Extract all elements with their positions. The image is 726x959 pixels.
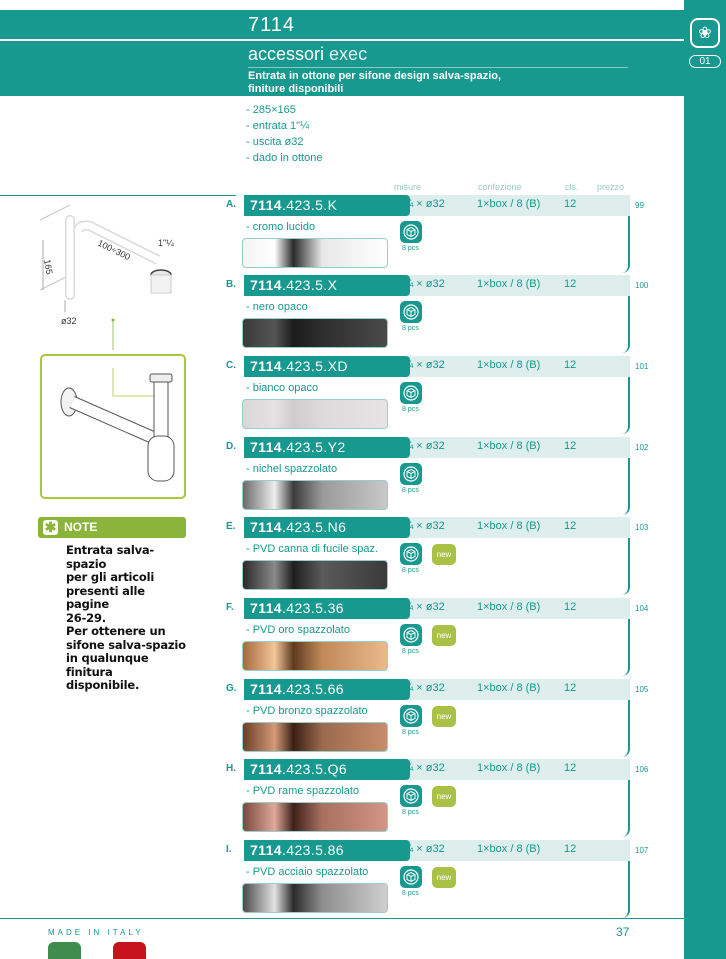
price-page-ref: 104 bbox=[635, 604, 649, 613]
pieces-per-box: 8 pcs bbox=[402, 890, 419, 897]
column-header-misure: misure bbox=[394, 182, 422, 192]
article-code bbox=[244, 356, 410, 377]
note-body bbox=[66, 544, 191, 693]
note-line: 26-29. bbox=[66, 610, 106, 625]
finish-swatch bbox=[242, 722, 388, 752]
article-size: 1"¼ × ø32 bbox=[394, 682, 445, 694]
finish-name: - PVD rame spazzolato bbox=[246, 785, 360, 797]
article-code-family: 7114 bbox=[250, 519, 282, 535]
pieces-per-box: 8 pcs bbox=[402, 245, 419, 252]
made-in-italy-label: MADE IN ITALY bbox=[48, 928, 144, 937]
pieces-per-box: 8 pcs bbox=[402, 567, 419, 574]
article-class: 12 bbox=[564, 682, 577, 694]
note-header bbox=[38, 517, 186, 538]
article-class: 12 bbox=[564, 198, 577, 210]
article-class: 12 bbox=[564, 601, 577, 613]
article-size: 1"¼ × ø32 bbox=[394, 843, 445, 855]
pieces-per-box: 8 pcs bbox=[402, 325, 419, 332]
row-letter: E. bbox=[226, 521, 236, 532]
product-row bbox=[224, 840, 649, 920]
price-page-ref: 102 bbox=[635, 443, 649, 452]
note-line: presenti alle pagine bbox=[66, 583, 145, 611]
article-packaging: 1×box / 8 (B) bbox=[477, 359, 541, 371]
column-header-confezione: confezione bbox=[478, 182, 522, 192]
article-packaging: 1×box / 8 (B) bbox=[477, 198, 541, 210]
article-code bbox=[244, 275, 410, 296]
article-code bbox=[244, 840, 410, 861]
article-packaging: 1×box / 8 (B) bbox=[477, 843, 541, 855]
description-line: Entrata in ottone per sifone design salva-spazio, bbox=[248, 70, 502, 82]
article-size: 1"¼ × ø32 bbox=[394, 440, 445, 452]
product-row bbox=[224, 437, 649, 517]
side-tab-strip bbox=[684, 0, 726, 959]
dim-inlet: 1"¼ bbox=[158, 238, 174, 248]
note-line: in qualunque finitura bbox=[66, 651, 149, 679]
product-row bbox=[224, 517, 649, 597]
article-class: 12 bbox=[564, 843, 577, 855]
row-letter: G. bbox=[226, 683, 237, 694]
article-code-suffix: .423.5.Q6 bbox=[281, 761, 348, 777]
description-line: finiture disponibili bbox=[248, 83, 344, 95]
note-line: Entrata salva-spazio bbox=[66, 543, 155, 571]
article-size: 1"¼ × ø32 bbox=[394, 762, 445, 774]
article-class: 12 bbox=[564, 359, 577, 371]
note-title: NOTE bbox=[64, 520, 98, 534]
finish-swatch bbox=[242, 318, 388, 348]
article-code-family: 7114 bbox=[250, 842, 282, 858]
product-row bbox=[224, 759, 649, 839]
article-code bbox=[244, 759, 410, 780]
box-icon bbox=[400, 785, 422, 807]
rosette-icon: ❀ bbox=[690, 18, 720, 48]
finish-name: - bianco opaco bbox=[246, 382, 319, 394]
finish-swatch bbox=[242, 641, 388, 671]
article-code-family: 7114 bbox=[250, 600, 282, 616]
product-row bbox=[224, 195, 644, 275]
article-code-suffix: .423.5.XD bbox=[281, 358, 348, 374]
price-page-ref: 107 bbox=[635, 846, 649, 855]
article-code-suffix: .423.5.K bbox=[281, 197, 338, 213]
box-icon bbox=[400, 301, 422, 323]
article-code-family: 7114 bbox=[250, 439, 282, 455]
new-badge: new bbox=[432, 544, 456, 565]
box-icon bbox=[400, 463, 422, 485]
price-page-ref: 101 bbox=[635, 362, 649, 371]
finish-name: - PVD oro spazzolato bbox=[246, 624, 350, 636]
product-row bbox=[224, 679, 649, 759]
row-letter: B. bbox=[226, 279, 236, 290]
finish-swatch bbox=[242, 802, 388, 832]
article-packaging: 1×box / 8 (B) bbox=[477, 762, 541, 774]
spec-item: - 285×165 bbox=[246, 104, 296, 116]
footer-divider bbox=[0, 918, 684, 919]
new-badge: new bbox=[432, 706, 456, 727]
note-line: disponibile. bbox=[66, 678, 140, 692]
article-size: 1"¼ × ø32 bbox=[394, 278, 445, 290]
article-code-family: 7114 bbox=[250, 681, 282, 697]
finish-swatch bbox=[242, 883, 388, 913]
new-badge: new bbox=[432, 786, 456, 807]
flag-green-stripe bbox=[48, 942, 81, 959]
spec-item: - dado in ottone bbox=[246, 152, 323, 164]
article-code-family: 7114 bbox=[250, 761, 282, 777]
product-description bbox=[248, 70, 501, 96]
finish-swatch bbox=[242, 480, 388, 510]
article-class: 12 bbox=[564, 520, 577, 532]
price-page-ref: 103 bbox=[635, 523, 649, 532]
article-code-suffix: .423.5.36 bbox=[281, 600, 344, 616]
product-row bbox=[224, 598, 649, 678]
asterisk-icon: ✱ bbox=[44, 519, 57, 535]
finish-name: - PVD canna di fucile spaz. bbox=[246, 543, 379, 555]
column-header-cls: cls. bbox=[565, 182, 579, 192]
article-packaging: 1×box / 8 (B) bbox=[477, 278, 541, 290]
box-icon bbox=[400, 543, 422, 565]
row-letter: H. bbox=[226, 763, 236, 774]
new-badge: new bbox=[432, 625, 456, 646]
row-letter: D. bbox=[226, 441, 236, 452]
section-number: 01 bbox=[689, 55, 721, 68]
header-code-band bbox=[0, 10, 684, 39]
product-family-code: 7114 bbox=[248, 14, 296, 36]
row-letter: I. bbox=[226, 844, 232, 855]
finish-swatch bbox=[242, 560, 388, 590]
note-line: sifone salva-spazio bbox=[66, 637, 186, 652]
spec-item: - entrata 1"¼ bbox=[246, 120, 310, 132]
header-divider bbox=[248, 67, 628, 68]
price-page-ref: 106 bbox=[635, 765, 649, 774]
row-letter: C. bbox=[226, 360, 236, 371]
article-code bbox=[244, 195, 410, 216]
note-line: per gli articoli bbox=[66, 570, 155, 584]
article-packaging: 1×box / 8 (B) bbox=[477, 440, 541, 452]
article-code-family: 7114 bbox=[250, 358, 282, 374]
header-family-band bbox=[0, 41, 684, 96]
row-letter: F. bbox=[226, 602, 234, 613]
dim-height: 165 bbox=[42, 258, 55, 276]
product-row bbox=[224, 275, 649, 355]
product-row bbox=[224, 356, 649, 436]
article-code-family: 7114 bbox=[250, 197, 282, 213]
article-code bbox=[244, 679, 410, 700]
article-size: 1"¼ × ø32 bbox=[394, 359, 445, 371]
article-packaging: 1×box / 8 (B) bbox=[477, 601, 541, 613]
article-code-suffix: .423.5.N6 bbox=[281, 519, 347, 535]
finish-name: - nichel spazzolato bbox=[246, 463, 338, 475]
price-page-ref: 105 bbox=[635, 685, 649, 694]
new-badge: new bbox=[432, 867, 456, 888]
price-page-ref: 100 bbox=[635, 281, 649, 290]
box-icon bbox=[400, 866, 422, 888]
article-size: 1"¼ × ø32 bbox=[394, 198, 445, 210]
pieces-per-box: 8 pcs bbox=[402, 729, 419, 736]
dim-outlet: ø32 bbox=[61, 316, 77, 326]
article-packaging: 1×box / 8 (B) bbox=[477, 682, 541, 694]
pieces-per-box: 8 pcs bbox=[402, 406, 419, 413]
article-code-suffix: .423.5.X bbox=[281, 277, 338, 293]
article-size: 1"¼ × ø32 bbox=[394, 520, 445, 532]
product-family-name bbox=[248, 44, 367, 65]
article-class: 12 bbox=[564, 278, 577, 290]
finish-name: - PVD bronzo spazzolato bbox=[246, 705, 368, 717]
spec-list bbox=[246, 102, 322, 166]
pieces-per-box: 8 pcs bbox=[402, 648, 419, 655]
article-code-suffix: .423.5.Y2 bbox=[281, 439, 346, 455]
pieces-per-box: 8 pcs bbox=[402, 487, 419, 494]
article-code bbox=[244, 598, 410, 619]
pieces-per-box: 8 pcs bbox=[402, 809, 419, 816]
box-icon bbox=[400, 221, 422, 243]
finish-swatch bbox=[242, 238, 388, 268]
family-name-bold: accessori bbox=[248, 44, 325, 64]
box-icon bbox=[400, 382, 422, 404]
installation-illustration bbox=[40, 354, 186, 499]
price-page-ref: 99 bbox=[635, 201, 644, 210]
article-class: 12 bbox=[564, 440, 577, 452]
box-icon bbox=[400, 624, 422, 646]
finish-name: - cromo lucido bbox=[246, 221, 316, 233]
note-line: Per ottenere un bbox=[66, 624, 166, 638]
finish-name: - PVD acciaio spazzolato bbox=[246, 866, 369, 878]
page-number: 37 bbox=[616, 925, 630, 939]
finish-name: - nero opaco bbox=[246, 301, 308, 313]
finish-swatch bbox=[242, 399, 388, 429]
article-class: 12 bbox=[564, 762, 577, 774]
technical-drawing bbox=[30, 200, 230, 350]
article-code-suffix: .423.5.66 bbox=[281, 681, 344, 697]
article-code-suffix: .423.5.86 bbox=[281, 842, 344, 858]
row-letter: A. bbox=[226, 199, 236, 210]
article-size: 1"¼ × ø32 bbox=[394, 601, 445, 613]
spec-item: - uscita ø32 bbox=[246, 136, 304, 148]
article-code bbox=[244, 437, 410, 458]
article-code bbox=[244, 517, 410, 538]
article-code-family: 7114 bbox=[250, 277, 282, 293]
family-name-light: exec bbox=[329, 44, 368, 64]
dim-length: 100÷300 bbox=[96, 237, 132, 263]
flag-red-stripe bbox=[113, 942, 146, 959]
section-divider bbox=[0, 195, 236, 196]
article-packaging: 1×box / 8 (B) bbox=[477, 520, 541, 532]
column-header-prezzo: prezzo bbox=[597, 182, 625, 192]
box-icon bbox=[400, 705, 422, 727]
